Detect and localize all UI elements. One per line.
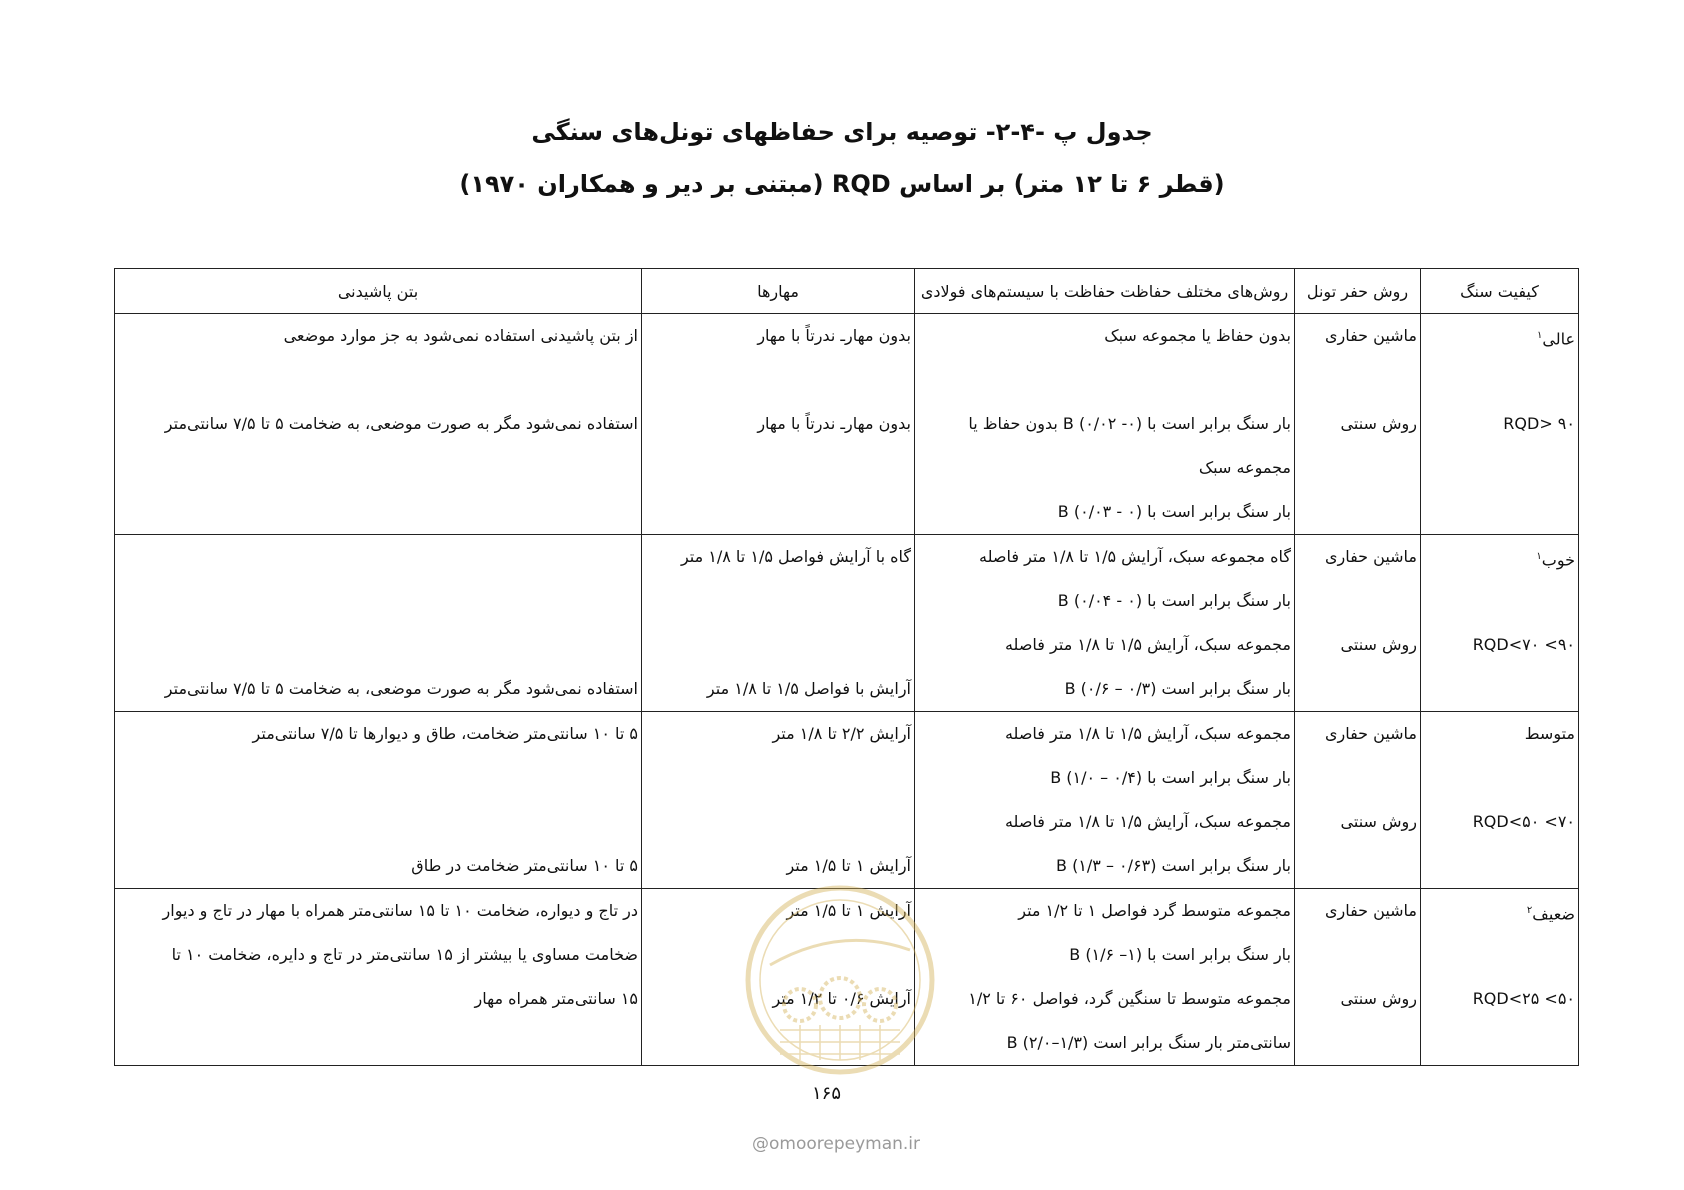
shotcrete-line [118,579,638,623]
table-body [115,314,1579,1066]
footnote-marker: ۱ [1536,330,1543,341]
anchors-line: آرایش با فواصل ۱/۵ تا ۱/۸ متر [706,679,911,698]
method-line [1298,933,1417,977]
anchors-line [645,756,911,800]
anchors-line [645,579,911,623]
anchors-line [645,933,911,977]
table-subtitle: (قطر ۶ تا ۱۲ متر) بر اساس RQD (مبتنی بر دیر و همکاران ۱۹۷۰) [459,170,1225,198]
steel-line: بدون حفاظ یا مجموعه سبک [1104,326,1291,345]
anchors-line: آرایش ۲/۲ تا ۱/۸ متر [772,724,911,743]
shotcrete-line: ۵ تا ۱۰ سانتی‌متر ضخامت در طاق [411,856,638,875]
anchors-line: آرایش ۱ تا ۱/۵ متر [786,901,911,920]
cell-method [1295,535,1421,712]
table-title: جدول پ -۴-۲- توصیه برای حفاظهای تونل‌های سنگی [531,118,1153,146]
cell-shotcrete [115,314,642,535]
quality-line: متوسط [1524,724,1575,743]
steel-line: مجموعه متوسط گرد فواصل ۱ تا ۱/۲ متر [1018,901,1291,920]
anchors-line: آرایش ۱ تا ۱/۵ متر [786,856,911,875]
cell-anchors [642,314,915,535]
quality-line [1424,889,1575,933]
method-line: ماشین حفاری [1324,724,1417,743]
cell-quality [1421,314,1579,535]
quality-line [1424,933,1575,977]
footnote-marker: ۱ [1536,551,1542,562]
steel-line: بار سنگ برابر است با B (۰/۰۲ -۰) بدون حفاظ یا [968,414,1291,433]
cell-steel [915,712,1295,889]
anchors-line [645,623,911,667]
cell-anchors [642,889,915,1066]
quality-line [1424,579,1575,623]
shotcrete-line: ۵ تا ۱۰ سانتی‌متر ضخامت، طاق و دیوارها تا ۷/۵ سانتی‌متر [252,724,638,743]
table-row [115,889,1579,1066]
cell-anchors [642,712,915,889]
steel-line: بار سنگ برابر است با B (۰/۰۴ - ۰) [1057,591,1291,610]
quality-line: ۹۰> RQD<۷۰ [1472,635,1575,654]
cell-shotcrete [115,889,642,1066]
cell-steel [915,889,1295,1066]
shotcrete-line [118,756,638,800]
header-shotcrete: بتن پاشیدنی [115,269,642,314]
anchors-line: گاه با آرایش فواصل ۱/۵ تا ۱/۸ متر [680,547,911,566]
shotcrete-line [118,535,638,579]
header-row [115,269,1579,314]
support-recommendation-table [114,268,1579,1066]
quality-line [1424,535,1575,579]
method-line [1298,756,1417,800]
steel-line: سانتی‌متر بار سنگ برابر است B (۲/۰–۱/۳) [1006,1033,1291,1052]
steel-line: مجموعه سبک، آرایش ۱/۵ تا ۱/۸ متر فاصله [1004,635,1291,654]
method-line: روش سنتی [1340,635,1417,654]
cell-method [1295,889,1421,1066]
steel-line [918,358,1291,402]
shotcrete-line: ضخامت مساوی یا بیشتر از ۱۵ سانتی‌متر در تاج و دایره، ضخامت ۱۰ تا [171,945,638,964]
quality-line: ۵۰> RQD<۲۵ [1472,989,1575,1008]
table-row [115,712,1579,889]
quality-label: خوب [1541,550,1575,570]
shotcrete-line: استفاده نمی‌شود مگر به صورت موضعی، به ضخامت ۵ تا ۷/۵ سانتی‌متر [164,679,638,698]
page-number: ۱۶۵ [812,1083,842,1104]
cell-quality [1421,535,1579,712]
method-line: ماشین حفاری [1324,901,1417,920]
quality-line [1424,756,1575,800]
shotcrete-line [118,800,638,844]
quality-label: ضعیف [1532,904,1575,924]
steel-line: مجموعه سبک، آرایش ۱/۵ تا ۱/۸ متر فاصله [1004,812,1291,831]
cell-method [1295,712,1421,889]
cell-steel [915,535,1295,712]
table-row [115,535,1579,712]
quality-line [1424,314,1575,358]
cell-quality [1421,712,1579,889]
method-line [1298,358,1417,402]
shotcrete-line: استفاده نمی‌شود مگر به صورت موضعی، به ضخامت ۵ تا ۷/۵ سانتی‌متر [164,414,638,433]
anchors-line: بدون مهارـ ندرتاً با مهار [757,414,911,433]
steel-line: گاه مجموعه سبک، آرایش ۱/۵ تا ۱/۸ متر فاصله [979,547,1291,566]
method-line: ماشین حفاری [1324,326,1417,345]
shotcrete-line [118,358,638,402]
method-line: روش سنتی [1340,414,1417,433]
cell-method [1295,314,1421,535]
method-line: روش سنتی [1340,812,1417,831]
quality-line: ۷۰> RQD<۵۰ [1472,812,1575,831]
steel-line: مجموعه سبک، آرایش ۱/۵ تا ۱/۸ متر فاصله [1004,724,1291,743]
steel-line: بار سنگ برابر است با B (۰/۰۳ - ۰) [1057,502,1291,521]
header-method: روش حفر تونل [1295,269,1421,314]
cell-shotcrete [115,535,642,712]
steel-line: بار سنگ برابر است با B (۱/۰ – ۰/۴) [1050,768,1291,787]
anchors-line: بدون مهارـ ندرتاً با مهار [757,326,911,345]
shotcrete-line: ۱۵ سانتی‌متر همراه مهار [474,989,638,1008]
footnote-marker: ۲ [1526,905,1533,916]
steel-line: مجموعه سبک [1198,458,1291,477]
quality-line: RQD> ۹۰ [1503,414,1575,433]
anchors-line [645,800,911,844]
anchors-line: آرایش ۰/۶ تا ۱/۲ متر [772,989,911,1008]
cell-shotcrete [115,712,642,889]
steel-line: بار سنگ برابر است B (۱/۳ – ۰/۶۳) [1056,856,1291,875]
anchors-line [645,358,911,402]
cell-quality [1421,889,1579,1066]
steel-line: مجموعه متوسط تا سنگین گرد، فواصل ۶۰ تا ۱/۲ [968,989,1291,1008]
cell-anchors [642,535,915,712]
steel-line: بار سنگ برابر است B (۰/۶ – ۰/۳) [1064,679,1291,698]
header-steel-support: روش‌های مختلف حفاظت حفاظت با سیستم‌های فولادی [915,269,1295,314]
shotcrete-line: از بتن پاشیدنی استفاده نمی‌شود به جز موارد موضعی [283,326,638,345]
method-line: روش سنتی [1340,989,1417,1008]
quality-label: عالی [1542,329,1575,349]
steel-line: بار سنگ برابر است با B (۱/۶ –۱) [1069,945,1291,964]
header-anchors: مهارها [642,269,915,314]
header-quality: کیفیت سنگ [1421,269,1579,314]
table-row [115,314,1579,535]
method-line: ماشین حفاری [1324,547,1417,566]
quality-line [1424,358,1575,402]
shotcrete-line: در تاج و دیواره، ضخامت ۱۰ تا ۱۵ سانتی‌متر همراه با مهار در تاج و دیوار [162,901,638,920]
shotcrete-line [118,623,638,667]
method-line [1298,579,1417,623]
cell-steel [915,314,1295,535]
website-watermark: @omoorepeyman.ir [752,1134,921,1154]
